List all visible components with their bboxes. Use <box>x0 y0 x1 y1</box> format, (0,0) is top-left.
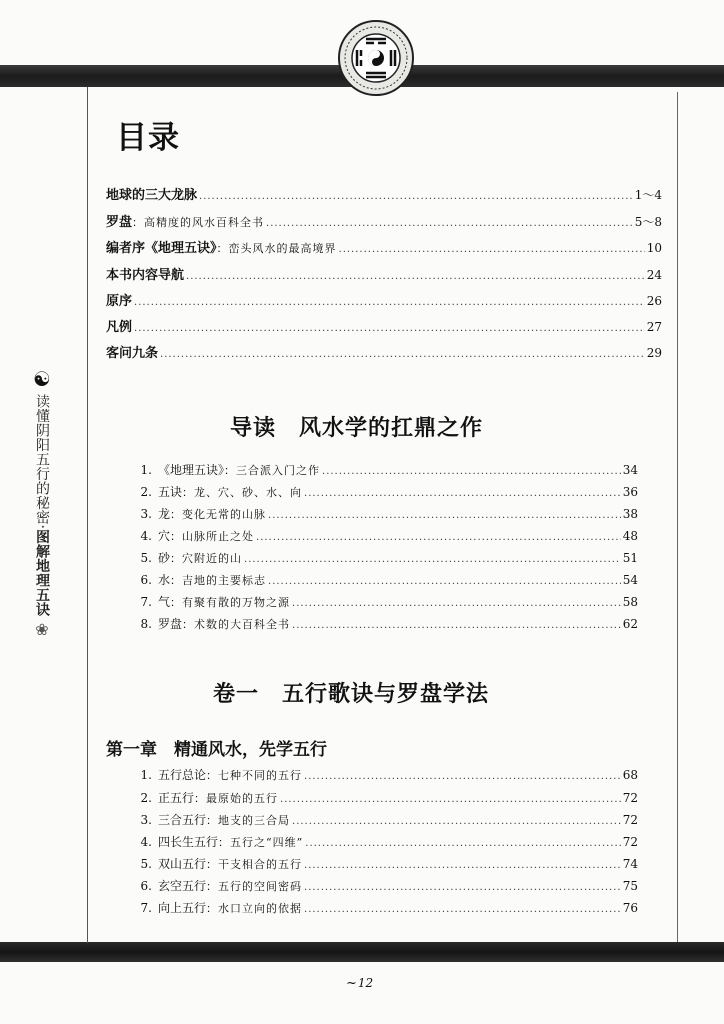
swirl-ornament-icon: ~ <box>346 976 357 991</box>
entry-page: 54 <box>622 573 638 587</box>
bottom-decorative-band <box>0 942 724 962</box>
entry-page: 1～4 <box>634 188 662 202</box>
toc-entry[interactable] <box>106 316 662 335</box>
toc-entry[interactable] <box>130 593 638 610</box>
toc-entry[interactable] <box>106 290 662 309</box>
entry-label: 4. 穴：山脉所止之处 <box>140 529 255 543</box>
entry-label: 8. 罗盘：术数的大百科全书 <box>140 617 291 631</box>
section-title-volume-one: 卷一 五行歌诀与罗盘学法 <box>213 682 490 707</box>
entry-page: 75 <box>622 879 638 893</box>
bagua-emblem-icon <box>337 19 415 97</box>
spine-text <box>32 394 52 616</box>
entry-label: 4. 四长生五行：五行之“四维” <box>140 835 304 849</box>
entry-page: 48 <box>622 529 638 543</box>
toc-entry[interactable] <box>130 833 638 850</box>
entry-page: 76 <box>622 901 638 915</box>
entry-page: 36 <box>622 485 638 499</box>
entry-label: 7. 气：有聚有散的万物之源 <box>140 595 291 609</box>
toc-entry[interactable] <box>130 615 638 632</box>
section-title-intro: 导读 风水学的扛鼎之作 <box>230 416 484 441</box>
spine-text-plain: 读懂阴阳五行的秘密· <box>34 394 50 530</box>
toc-entry[interactable] <box>130 527 638 544</box>
entry-label: 原序 <box>106 294 133 309</box>
entry-label: 罗盘：高精度的风水百科全书 <box>106 215 265 230</box>
toc-title: 目录 <box>116 120 180 156</box>
toc-entry[interactable] <box>130 899 638 916</box>
left-frame-rule <box>87 87 88 943</box>
entry-page: 38 <box>622 507 638 521</box>
entry-label: 地球的三大龙脉 <box>106 188 198 203</box>
entry-page: 34 <box>622 463 638 477</box>
entry-page: 5～8 <box>634 215 662 229</box>
toc-entry[interactable] <box>130 571 638 588</box>
entry-label: 6. 玄空五行：五行的空间密码 <box>140 879 303 893</box>
entry-page: 58 <box>622 595 638 609</box>
toc-entry[interactable] <box>130 877 638 894</box>
toc-entry[interactable] <box>130 855 638 872</box>
entry-label: 6. 水：吉地的主要标志 <box>140 573 267 587</box>
entry-page: 62 <box>622 617 638 631</box>
entry-page: 26 <box>646 294 662 308</box>
toc-entry[interactable] <box>130 789 638 806</box>
entry-label: 7. 向上五行：水口立向的依据 <box>140 901 303 915</box>
entry-label: 本书内容导航 <box>106 268 185 283</box>
entry-label: 2. 正五行：最原始的五行 <box>140 791 279 805</box>
yin-yang-icon: ☯ <box>33 367 51 391</box>
entry-label: 1. 五行总论：七种不同的五行 <box>140 768 303 782</box>
entry-label: 5. 砂：穴附近的山 <box>140 551 243 565</box>
right-frame-rule <box>677 92 678 942</box>
entry-page: 24 <box>646 268 662 282</box>
toc-entry[interactable] <box>106 237 662 256</box>
entry-page: 27 <box>646 320 662 334</box>
toc-entry[interactable] <box>130 461 638 478</box>
chapter-title: 第一章 精通风水，先学五行 <box>106 740 327 760</box>
toc-entry[interactable] <box>106 342 662 361</box>
toc-entry[interactable] <box>130 505 638 522</box>
entry-page: 68 <box>622 768 638 782</box>
entry-page: 51 <box>622 551 638 565</box>
entry-page: 74 <box>622 857 638 871</box>
toc-entry[interactable] <box>130 483 638 500</box>
toc-entry[interactable] <box>106 264 662 283</box>
toc-entry[interactable] <box>130 549 638 566</box>
toc-entry[interactable] <box>106 184 662 203</box>
entry-page: 72 <box>622 791 638 805</box>
spine-text-bold: 图解地理五诀 <box>34 529 50 617</box>
toc-entry[interactable] <box>106 211 662 230</box>
book-spine-title <box>27 368 57 639</box>
entry-label: 3. 三合五行：地支的三合局 <box>140 813 291 827</box>
entry-label: 1. 《地理五诀》：三合派入门之作 <box>140 463 321 477</box>
entry-label: 凡例 <box>106 320 133 335</box>
page-number: ~12 <box>346 976 374 991</box>
entry-label: 2. 五诀：龙、穴、砂、水、向 <box>140 485 303 499</box>
entry-label: 5. 双山五行：干支相合的五行 <box>140 857 303 871</box>
cloud-ornament-icon: ❀ <box>35 620 49 640</box>
entry-page: 10 <box>646 241 662 255</box>
entry-page: 72 <box>622 813 638 827</box>
entry-label: 客问九条 <box>106 346 159 361</box>
entry-page: 29 <box>646 346 662 360</box>
toc-entry[interactable] <box>130 766 638 783</box>
entry-label: 编者序《地理五诀》：峦头风水的最高境界 <box>106 241 337 256</box>
toc-entry[interactable] <box>130 811 638 828</box>
entry-page: 72 <box>622 835 638 849</box>
entry-label: 3. 龙：变化无常的山脉 <box>140 507 267 521</box>
